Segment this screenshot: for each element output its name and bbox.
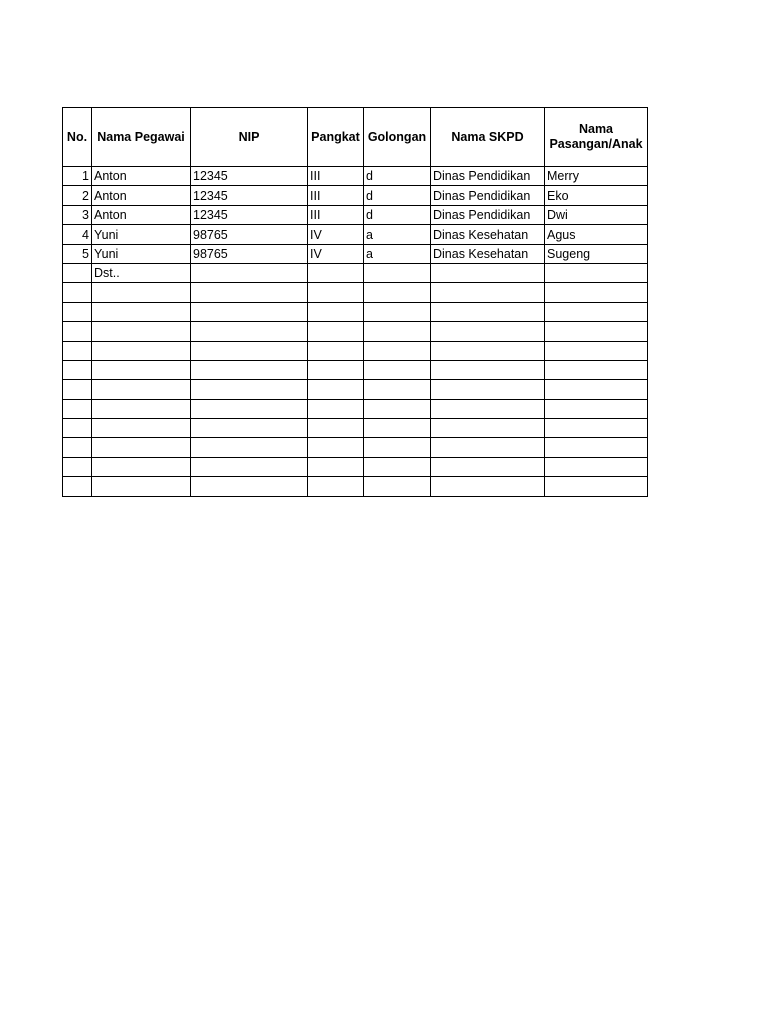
cell-pangkat[interactable]	[308, 322, 364, 341]
spreadsheet-sheet	[62, 107, 647, 497]
cell-nip[interactable]: 98765	[191, 244, 308, 263]
cell-no[interactable]	[63, 419, 92, 438]
cell-pangkat[interactable]: IV	[308, 225, 364, 244]
cell-nama-skpd[interactable]	[431, 419, 545, 438]
cell-pangkat[interactable]	[308, 477, 364, 496]
table-row	[63, 283, 648, 302]
cell-no[interactable]	[63, 360, 92, 379]
header-nama-pegawai[interactable]: Nama Pegawai	[92, 108, 191, 167]
cell-nama-pegawai[interactable]	[92, 283, 191, 302]
table-row	[63, 477, 648, 496]
cell-no[interactable]	[63, 302, 92, 321]
cell-nama-pasangan-anak[interactable]	[545, 322, 648, 341]
cell-nama-pasangan-anak[interactable]: Sugeng	[545, 244, 648, 263]
cell-nama-pegawai[interactable]	[92, 477, 191, 496]
cell-nama-pegawai[interactable]	[92, 341, 191, 360]
cell-no[interactable]	[63, 477, 92, 496]
header-golongan[interactable]: Golongan	[364, 108, 431, 167]
cell-pangkat[interactable]	[308, 380, 364, 399]
cell-pangkat[interactable]: IV	[308, 244, 364, 263]
cell-nip[interactable]	[191, 380, 308, 399]
cell-nip[interactable]: 12345	[191, 167, 308, 186]
table-row	[63, 419, 648, 438]
cell-nama-pegawai[interactable]	[92, 457, 191, 476]
cell-nama-pasangan-anak[interactable]	[545, 283, 648, 302]
header-nip[interactable]: NIP	[191, 108, 308, 167]
cell-nama-pegawai[interactable]	[92, 419, 191, 438]
cell-no[interactable]	[63, 263, 92, 282]
cell-pangkat[interactable]	[308, 457, 364, 476]
cell-nama-skpd[interactable]: Dinas Kesehatan	[431, 225, 545, 244]
cell-nama-skpd[interactable]	[431, 380, 545, 399]
cell-nip[interactable]	[191, 438, 308, 457]
table-row	[63, 225, 648, 244]
table-body	[63, 167, 648, 497]
cell-nama-pasangan-anak[interactable]	[545, 302, 648, 321]
header-no[interactable]: No.	[63, 108, 92, 167]
cell-nama-pegawai[interactable]: Dst..	[92, 263, 191, 282]
cell-no[interactable]	[63, 380, 92, 399]
cell-nip[interactable]	[191, 419, 308, 438]
cell-nama-pasangan-anak[interactable]	[545, 438, 648, 457]
header-nama-pasangan-anak[interactable]: Nama Pasangan/Anak	[545, 108, 648, 167]
cell-no[interactable]	[63, 457, 92, 476]
cell-golongan[interactable]: d	[364, 205, 431, 224]
cell-golongan[interactable]	[364, 438, 431, 457]
cell-nama-pasangan-anak[interactable]	[545, 457, 648, 476]
cell-golongan[interactable]: d	[364, 186, 431, 205]
cell-nama-pegawai[interactable]: Anton	[92, 186, 191, 205]
cell-pangkat[interactable]: III	[308, 167, 364, 186]
table-row	[63, 167, 648, 186]
cell-nama-pegawai[interactable]: Anton	[92, 205, 191, 224]
cell-no[interactable]	[63, 341, 92, 360]
cell-pangkat[interactable]: III	[308, 205, 364, 224]
cell-pangkat[interactable]	[308, 341, 364, 360]
cell-no[interactable]: 2	[63, 186, 92, 205]
cell-nama-pegawai[interactable]: Anton	[92, 167, 191, 186]
cell-nip[interactable]	[191, 360, 308, 379]
cell-nip[interactable]: 98765	[191, 225, 308, 244]
cell-nama-pasangan-anak[interactable]: Agus	[545, 225, 648, 244]
cell-nama-pegawai[interactable]	[92, 360, 191, 379]
cell-nip[interactable]: 12345	[191, 205, 308, 224]
cell-nama-pegawai[interactable]	[92, 322, 191, 341]
table-row	[63, 360, 648, 379]
cell-no[interactable]	[63, 399, 92, 418]
cell-nama-skpd[interactable]	[431, 399, 545, 418]
cell-nip[interactable]	[191, 399, 308, 418]
cell-nama-pegawai[interactable]	[92, 302, 191, 321]
cell-nama-skpd[interactable]	[431, 302, 545, 321]
cell-no[interactable]	[63, 438, 92, 457]
cell-nip[interactable]	[191, 283, 308, 302]
cell-nama-pasangan-anak[interactable]	[545, 380, 648, 399]
cell-nama-skpd[interactable]: Dinas Pendidikan	[431, 186, 545, 205]
cell-golongan[interactable]	[364, 399, 431, 418]
cell-pangkat[interactable]	[308, 302, 364, 321]
cell-nip[interactable]: 12345	[191, 186, 308, 205]
table-row	[63, 438, 648, 457]
cell-nama-pegawai[interactable]: Yuni	[92, 225, 191, 244]
cell-no[interactable]: 1	[63, 167, 92, 186]
table-row	[63, 380, 648, 399]
cell-pangkat[interactable]: III	[308, 186, 364, 205]
header-row	[63, 108, 648, 167]
cell-pangkat[interactable]	[308, 360, 364, 379]
cell-nip[interactable]	[191, 341, 308, 360]
cell-nama-pasangan-anak[interactable]	[545, 399, 648, 418]
cell-golongan[interactable]	[364, 477, 431, 496]
cell-nama-skpd[interactable]	[431, 438, 545, 457]
cell-golongan[interactable]: d	[364, 167, 431, 186]
cell-nama-skpd[interactable]	[431, 341, 545, 360]
cell-golongan[interactable]	[364, 457, 431, 476]
cell-golongan[interactable]	[364, 380, 431, 399]
cell-golongan[interactable]: a	[364, 225, 431, 244]
cell-golongan[interactable]	[364, 302, 431, 321]
cell-nama-skpd[interactable]	[431, 322, 545, 341]
cell-pangkat[interactable]	[308, 438, 364, 457]
table-row	[63, 341, 648, 360]
table-row	[63, 244, 648, 263]
cell-golongan[interactable]	[364, 322, 431, 341]
table-row	[63, 322, 648, 341]
cell-nama-skpd[interactable]	[431, 283, 545, 302]
cell-nip[interactable]	[191, 322, 308, 341]
table-row	[63, 186, 648, 205]
header-nama-skpd[interactable]: Nama SKPD	[431, 108, 545, 167]
cell-nama-pasangan-anak[interactable]	[545, 419, 648, 438]
table-row	[63, 263, 648, 282]
cell-no[interactable]	[63, 322, 92, 341]
cell-nip[interactable]	[191, 263, 308, 282]
cell-no[interactable]	[63, 283, 92, 302]
cell-nip[interactable]	[191, 302, 308, 321]
cell-nama-pasangan-anak[interactable]: Merry	[545, 167, 648, 186]
cell-pangkat[interactable]	[308, 399, 364, 418]
cell-no[interactable]: 4	[63, 225, 92, 244]
cell-nama-pasangan-anak[interactable]	[545, 341, 648, 360]
cell-pangkat[interactable]	[308, 419, 364, 438]
cell-nama-pegawai[interactable]: Yuni	[92, 244, 191, 263]
employee-table	[62, 107, 648, 497]
cell-nama-skpd[interactable]	[431, 457, 545, 476]
cell-nama-skpd[interactable]	[431, 477, 545, 496]
cell-nip[interactable]	[191, 477, 308, 496]
cell-nama-pasangan-anak[interactable]: Dwi	[545, 205, 648, 224]
cell-nama-pegawai[interactable]	[92, 380, 191, 399]
cell-golongan[interactable]	[364, 419, 431, 438]
header-pangkat[interactable]: Pangkat	[308, 108, 364, 167]
table-row	[63, 399, 648, 418]
cell-nama-skpd[interactable]	[431, 360, 545, 379]
cell-golongan[interactable]: a	[364, 244, 431, 263]
cell-nama-pasangan-anak[interactable]: Eko	[545, 186, 648, 205]
cell-no[interactable]: 3	[63, 205, 92, 224]
table-row	[63, 205, 648, 224]
cell-nama-pasangan-anak[interactable]	[545, 263, 648, 282]
cell-nama-pegawai[interactable]	[92, 438, 191, 457]
cell-golongan[interactable]	[364, 283, 431, 302]
cell-nip[interactable]	[191, 457, 308, 476]
cell-nama-pasangan-anak[interactable]	[545, 360, 648, 379]
cell-golongan[interactable]	[364, 263, 431, 282]
cell-pangkat[interactable]	[308, 263, 364, 282]
cell-nama-skpd[interactable]: Dinas Kesehatan	[431, 244, 545, 263]
table-row	[63, 457, 648, 476]
cell-nama-skpd[interactable]: Dinas Pendidikan	[431, 167, 545, 186]
cell-golongan[interactable]	[364, 360, 431, 379]
cell-nama-pegawai[interactable]	[92, 399, 191, 418]
cell-no[interactable]: 5	[63, 244, 92, 263]
cell-nama-skpd[interactable]	[431, 263, 545, 282]
table-row	[63, 302, 648, 321]
cell-golongan[interactable]	[364, 341, 431, 360]
cell-nama-pasangan-anak[interactable]	[545, 477, 648, 496]
cell-pangkat[interactable]	[308, 283, 364, 302]
cell-nama-skpd[interactable]: Dinas Pendidikan	[431, 205, 545, 224]
